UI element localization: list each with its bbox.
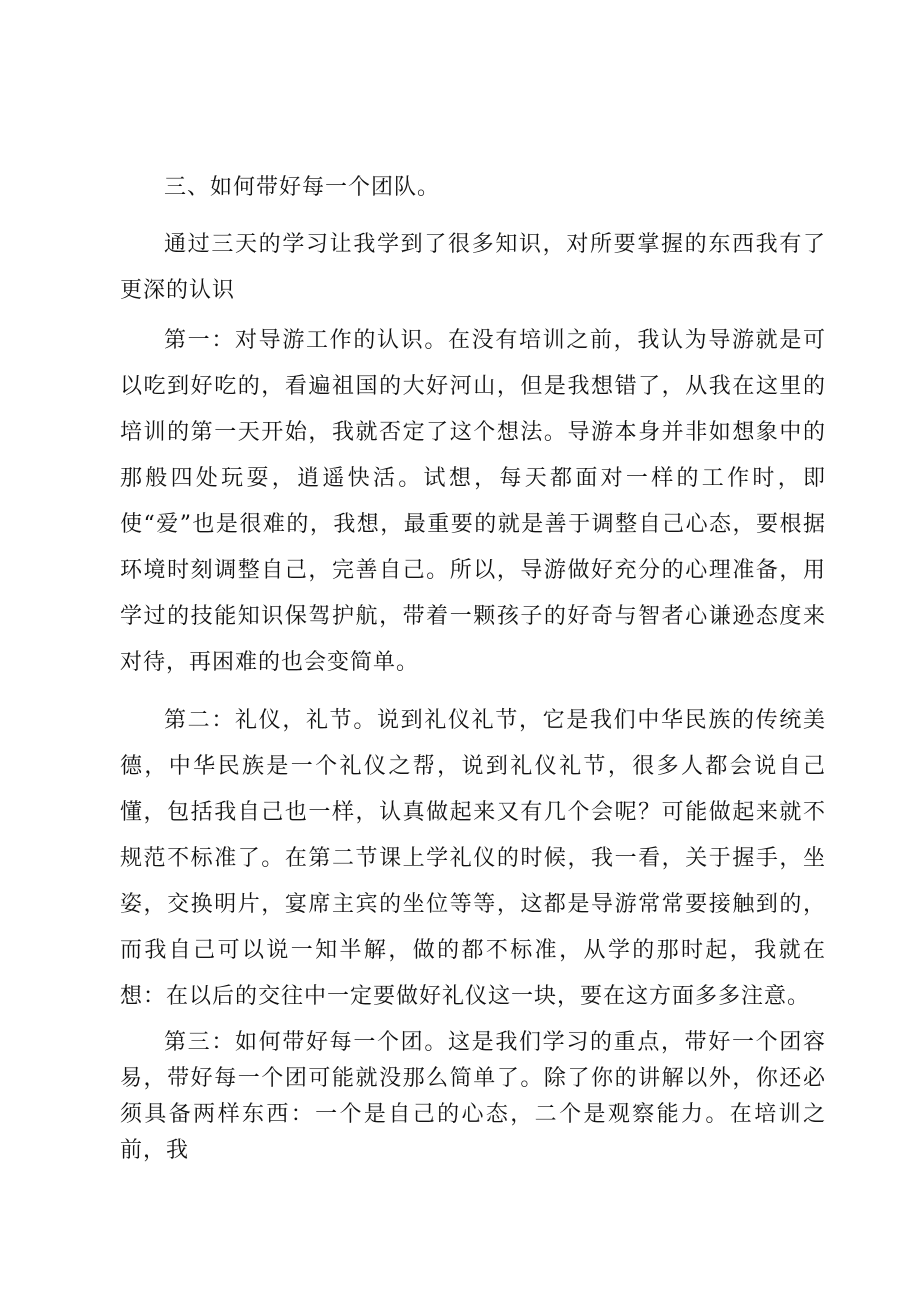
section-heading: 三、如何带好每一个团队。	[164, 175, 441, 200]
paragraph-third: 第三：如何带好每一个团。这是我们学习的重点，带好一个团容易，带好每一个团可能就没那么简单了。除了你的讲解以外，你还必须具备两样东西：一个是自己的心态，二个是观察能力。在培训之前，我	[120, 1030, 826, 1163]
intro-paragraph: 通过三天的学习让我学到了很多知识，对所要掌握的东西我有了更深的认识	[120, 232, 826, 303]
paragraph-second: 第二：礼仪，礼节。说到礼仪礼节，它是我们中华民族的传统美德，中华民族是一个礼仪之帮，说到礼仪礼节，很多人都会说自己懂，包括我自己也一样，认真做起来又有几个会呢？可能做起来就不规范不标准了。在第二节课上学礼仪的时候，我一看，关于握手，坐姿，交换明片，宴席主宾的坐位等等，这都是导游常常要接触到的，而我自己可以说一知半解，做的都不标准，从学的那时起，我就在想：在以后的交往中一定要做好礼仪这一块，要在这方面多多注意。	[120, 708, 826, 1009]
paragraph-first: 第一：对导游工作的认识。在没有培训之前，我认为导游就是可以吃到好吃的，看遍祖国的大好河山，但是我想错了，从我在这里的培训的第一天开始，我就否定了这个想法。导游本身并非如想象中的那般四处玩耍，逍遥快活。试想，每天都面对一样的工作时，即使“爱”也是很难的，我想，最重要的就是善于调整自己心态，要根据环境时刻调整自己，完善自己。所以，导游做好充分的心理准备，用学过的技能知识保驾护航，带着一颗孩子的好奇与智者心谦逊态度来对待，再困难的也会变简单。	[120, 328, 826, 675]
